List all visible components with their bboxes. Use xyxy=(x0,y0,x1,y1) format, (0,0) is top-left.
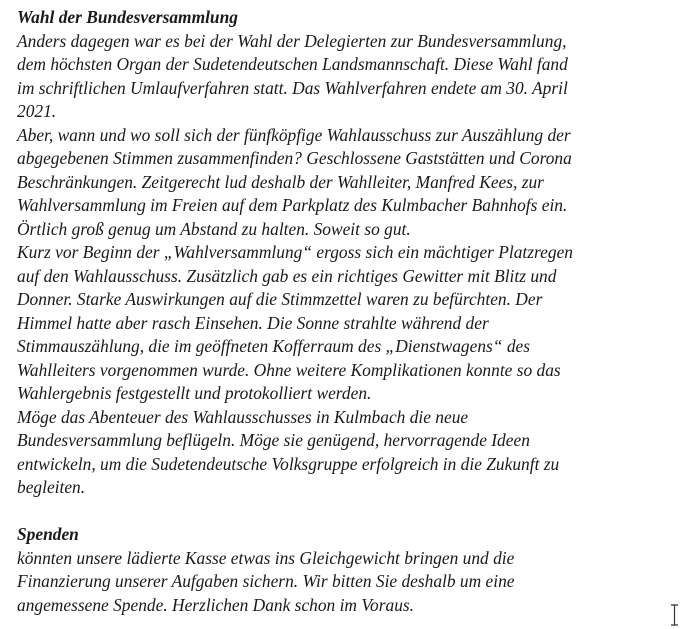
wahl-text-line: Stimmauszählung, die im geöffneten Kofferraum des „Dienstwagens“ des xyxy=(17,336,531,356)
wahl-text-line: entwickeln, um die Sudetendeutsche Volksgruppe erfolgreich in die Zukunft zu xyxy=(17,453,560,474)
wahl-text-line: abgegebenen Stimmen zusammenfinden? Geschlossene Gaststätten und Corona xyxy=(17,148,572,168)
wahl-text-line: Aber, wann und wo soll sich der fünfköpfige Wahlausschuss zur Auszählung der xyxy=(17,124,571,145)
section-heading-spenden: Spenden xyxy=(17,524,79,544)
wahl-text-line: 2021. xyxy=(17,101,57,121)
section-body-wahl xyxy=(17,30,667,500)
wahl-text-line: auf den Wahlausschuss. Zusätzlich gab es ein richtiges Gewitter mit Blitz und xyxy=(17,265,557,286)
spenden-text-line: angemessene Spende. Herzlichen Dank schon im Voraus. xyxy=(17,594,415,615)
wahl-text-line: dem höchsten Organ der Sudetendeutschen Landsmannschaft. Diese Wahl fand xyxy=(17,54,568,74)
wahl-text-line: Anders dagegen war es bei der Wahl der Delegierten zur Bundesversammlung, xyxy=(17,30,567,51)
wahl-text-line: Kurz vor Beginn der „Wahlversammlung“ ergoss sich ein mächtiger Platzregen xyxy=(17,242,573,262)
section-body-spenden xyxy=(17,547,667,618)
wahl-text-line: Örtlich groß genug um Abstand zu halten. Soweit so gut. xyxy=(17,218,411,239)
wahl-text-line: begleiten. xyxy=(17,477,86,497)
wahl-text-line: Möge das Abenteuer des Wahlausschusses in Kulmbach die neue xyxy=(17,406,469,427)
wahl-text-line: Wahlversammlung im Freien auf dem Parkplatz des Kulmbacher Bahnhofs ein. xyxy=(17,195,568,215)
text-cursor-icon xyxy=(670,604,679,626)
wahl-text-line: Donner. Starke Auswirkungen auf die Stimmzettel waren zu befürchten. Der xyxy=(17,289,543,309)
wahl-text-line: im schriftlichen Umlaufverfahren statt. Das Wahlverfahren endete am 30. April xyxy=(17,77,568,98)
paragraph-spacer xyxy=(17,500,667,524)
spenden-text-line: Finanzierung unserer Aufgaben sichern. Wir bitten Sie deshalb um eine xyxy=(17,571,515,591)
wahl-text-line: Wahlergebnis festgestellt und protokolliert werden. xyxy=(17,383,372,403)
wahl-text-line: Wahlleiters vorgenommen wurde. Ohne weitere Komplikationen konnte so das xyxy=(17,359,561,380)
wahl-text-line: Himmel hatte aber rasch Einsehen. Die Sonne strahlte während der xyxy=(17,312,489,333)
wahl-text-line: Beschränkungen. Zeitgerecht lud deshalb der Wahlleiter, Manfred Kees, zur xyxy=(17,171,544,192)
spenden-text-line: könnten unsere lädierte Kasse etwas ins Gleichgewicht bringen und die xyxy=(17,547,515,568)
section-heading-wahl: Wahl der Bundesversammlung xyxy=(17,7,238,27)
wahl-text-line: Bundesversammlung beflügeln. Möge sie genügend, hervorragende Ideen xyxy=(17,430,530,450)
